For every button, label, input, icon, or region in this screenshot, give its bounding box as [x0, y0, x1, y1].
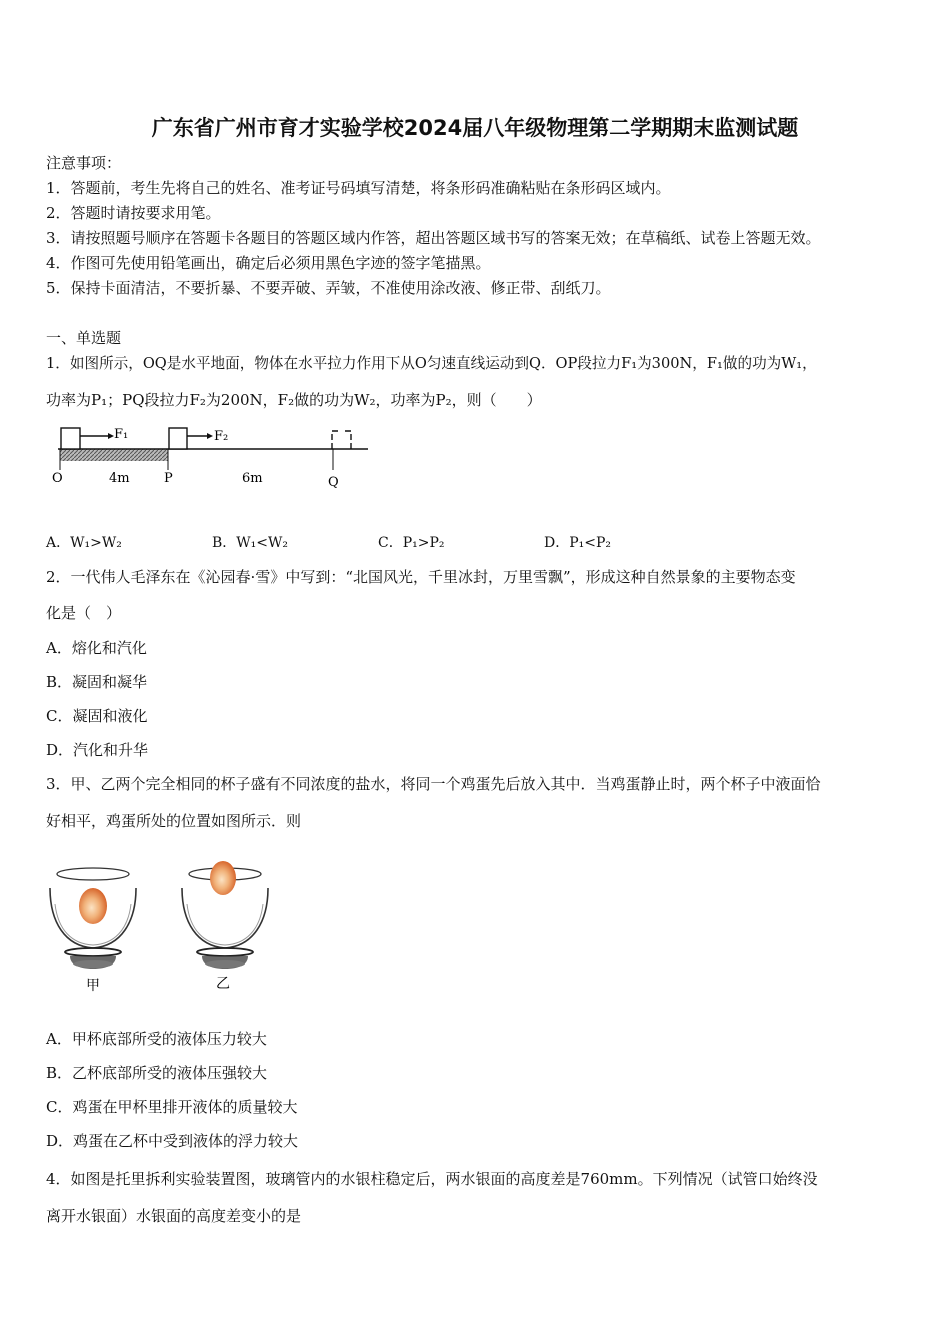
- label-p: P: [164, 471, 173, 486]
- block-at-p: [169, 428, 187, 449]
- q2-stem-line1: 2．一代伟人毛泽东在《沁园春·雪》中写到：“北国风光，千里冰封，万里雪飘”，形成这种自然景象的主要物态变: [46, 568, 796, 586]
- label-o: O: [52, 471, 63, 486]
- note-item: 4．作图可先使用铅笔画出，确定后必须用黑色字迹的签字笔描黑。: [46, 254, 491, 272]
- q2-option-b: B．凝固和凝华: [46, 673, 148, 691]
- q3-option-b: B．乙杯底部所受的液体压强较大: [46, 1064, 268, 1082]
- q1-stem-line2: 功率为P₁；PQ段拉力F₂为200N，F₂做的功为W₂，功率为P₂，则（ ）: [46, 391, 542, 409]
- cup-jia: [50, 868, 136, 969]
- q1-stem-line1: 1．如图所示，OQ是水平地面，物体在水平拉力作用下从O匀速直线运动到Q．OP段拉力F₁为300N，F₁做的功为W₁，: [46, 355, 817, 372]
- hatched-ground-segment: [60, 449, 168, 461]
- q2-stem-line2: 化是（ ）: [46, 604, 122, 622]
- q3-stem-line1: 3．甲、乙两个完全相同的杯子盛有不同浓度的盐水，将同一个鸡蛋先后放入其中．当鸡蛋静止时，两个杯子中液面恰: [46, 775, 821, 793]
- label-f2: F₂: [214, 429, 229, 444]
- label-6m: 6m: [242, 471, 263, 486]
- label-yi: 乙: [216, 976, 230, 992]
- egg-in-cup-yi: [210, 861, 236, 895]
- exam-title: 广东省广州市育才实验学校2024届八年级物理第二学期期末监测试题: [151, 116, 799, 140]
- q4-stem-line2: 离开水银面）水银面的高度差变小的是: [46, 1207, 302, 1225]
- egg-in-cup-jia: [79, 888, 107, 924]
- q1-options: [46, 532, 746, 552]
- note-item: 5．保持卡面清洁，不要折暴、不要弄破、弄皱，不准使用涂改液、修正带、刮纸刀。: [46, 279, 611, 297]
- q3-option-c: C．鸡蛋在甲杯里排开液体的质量较大: [46, 1098, 298, 1116]
- note-item: 1．答题前，考生先将自己的姓名、准考证号码填写清楚，将条形码准确粘贴在条形码区域内。: [46, 179, 671, 197]
- section-heading: 一、单选题: [46, 329, 122, 347]
- label-4m: 4m: [109, 471, 130, 486]
- q1-option-a: A．W₁>W₂: [46, 535, 122, 551]
- q2-option-d: D．汽化和升华: [46, 741, 149, 759]
- q1-option-d: D．P₁<P₂: [544, 535, 612, 551]
- block-at-o: [61, 428, 80, 449]
- cup-yi: [182, 861, 268, 969]
- block-at-q-dashed: [332, 431, 351, 449]
- q1-option-c: C．P₁>P₂: [378, 535, 445, 551]
- note-item: 3．请按照题号顺序在答题卡各题目的答题区域内作答，超出答题区域书写的答案无效；在草稿纸、试卷上答题无效。: [46, 229, 821, 247]
- q3-egg-cups-figure: [40, 844, 290, 994]
- note-item: 2．答题时请按要求用笔。: [46, 204, 221, 222]
- force-arrow-f2: [207, 433, 213, 439]
- q3-option-a: A．甲杯底部所受的液体压力较大: [46, 1030, 267, 1048]
- q2-option-a: A．熔化和汽化: [46, 639, 147, 657]
- label-jia: 甲: [86, 978, 100, 994]
- q4-stem-line1: 4．如图是托里拆利实验装置图，玻璃管内的水银柱稳定后，两水银面的高度差是760mm。下列情况（试管口始终没: [46, 1170, 818, 1188]
- q3-stem-line2: 好相平，鸡蛋所处的位置如图所示．则: [46, 812, 302, 830]
- q1-option-b: B．W₁<W₂: [212, 535, 289, 551]
- label-f1: F₁: [114, 427, 129, 442]
- q3-option-d: D．鸡蛋在乙杯中受到液体的浮力较大: [46, 1132, 299, 1150]
- notes-heading: 注意事项：: [46, 154, 122, 172]
- q2-option-c: C．凝固和液化: [46, 707, 148, 725]
- label-q: Q: [328, 475, 339, 490]
- q1-motion-diagram: [46, 418, 376, 496]
